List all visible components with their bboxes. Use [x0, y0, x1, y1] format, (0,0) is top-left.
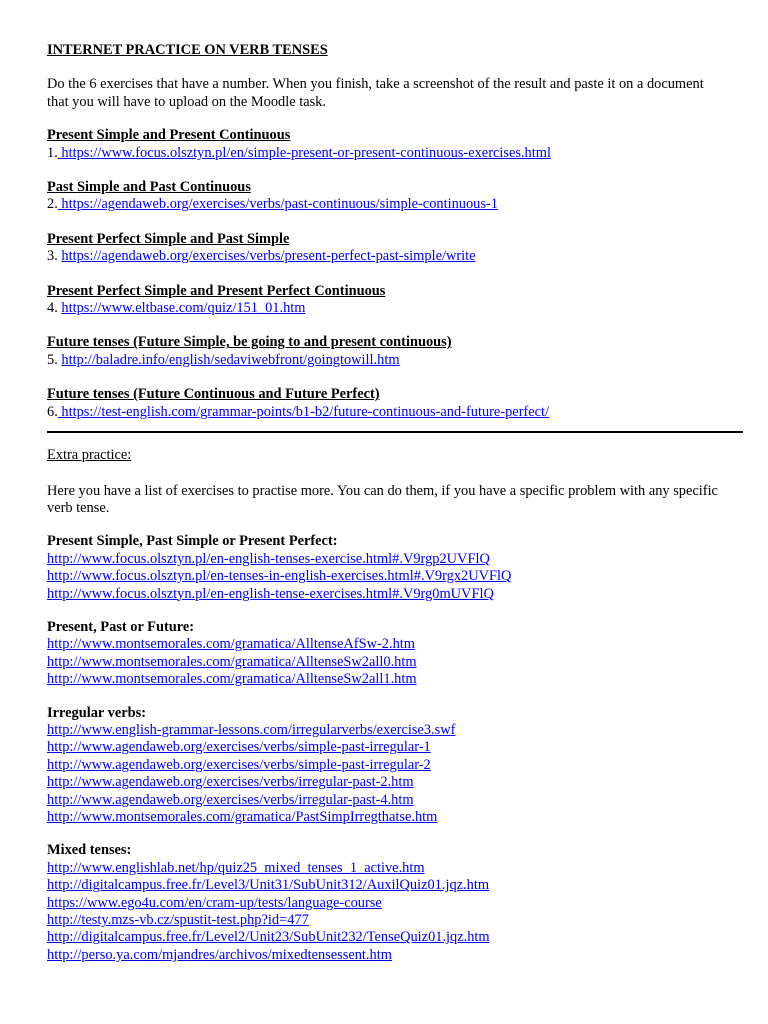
exercise-number: 5. [47, 351, 58, 368]
exercise-number: 6. [47, 403, 58, 420]
exercise-link-line [47, 300, 728, 317]
practice-link[interactable]: http://www.agendaweb.org/exercises/verbs/simple-past-irregular-2 [47, 756, 431, 773]
practice-link[interactable]: http://www.montsemorales.com/gramatica/PastSimpIrregthatse.htm [47, 809, 438, 825]
link-group-heading: Mixed tenses: [47, 842, 132, 859]
link-group-present-simple-past-simple-present-perfect [47, 533, 728, 603]
extra-practice-intro: Here you have a list of exercises to practise more. You can do them, if you have a specific problem with any specific verb tense. [47, 482, 718, 516]
exercise-heading: Future tenses (Future Continuous and Future Perfect) [47, 386, 380, 403]
practice-link[interactable]: http://www.focus.olsztyn.pl/en-english-tenses-exercise.html#.V9rgp2UVFlQ [47, 550, 490, 567]
practice-link[interactable]: http://digitalcampus.free.fr/Level3/Unit31/SubUnit312/AuxilQuiz01.jqz.htm [47, 877, 490, 894]
exercise-heading: Present Perfect Simple and Present Perfect Continuous [47, 282, 386, 299]
exercise-heading: Present Perfect Simple and Past Simple [47, 230, 290, 247]
exercise-link[interactable]: https://www.eltbase.com/quiz/151_01.htm [61, 300, 306, 317]
link-group-heading: Irregular verbs: [47, 704, 146, 721]
exercise-section-1 [47, 127, 728, 162]
extra-practice-heading: Extra practice: [47, 447, 132, 464]
link-group-heading: Present, Past or Future: [47, 618, 195, 635]
exercise-link-line [47, 145, 728, 162]
exercise-section-3 [47, 231, 728, 266]
exercise-section-6 [47, 386, 728, 421]
exercise-heading: Present Simple and Present Continuous [47, 127, 291, 144]
document-title: INTERNET PRACTICE ON VERB TENSES [47, 42, 328, 58]
practice-link[interactable]: http://www.agendaweb.org/exercises/verbs/irregular-past-4.htm [47, 791, 414, 808]
practice-link[interactable]: http://www.focus.olsztyn.pl/en-english-tense-exercises.html#.V9rg0mUVFlQ [47, 585, 494, 602]
link-group-present-past-future [47, 619, 728, 689]
exercise-link-line [47, 248, 728, 265]
exercise-link[interactable]: https://agendaweb.org/exercises/verbs/present-perfect-past-simple/write [61, 248, 476, 265]
exercise-section-2 [47, 179, 728, 214]
practice-link[interactable]: http://testy.mzs-vb.cz/spustit-test.php?id=477 [47, 912, 309, 929]
exercise-section-5 [47, 334, 728, 369]
practice-link[interactable]: http://www.montsemorales.com/gramatica/AlltenseSw2all1.htm [47, 671, 417, 688]
exercise-heading: Past Simple and Past Continuous [47, 179, 251, 196]
exercise-link-line [47, 196, 728, 213]
link-group-irregular-verbs [47, 705, 728, 827]
exercise-number: 1. [47, 144, 58, 161]
exercise-link[interactable]: https://www.focus.olsztyn.pl/en/simple-present-or-present-continuous-exercises.html [57, 144, 551, 161]
practice-link[interactable]: http://www.montsemorales.com/gramatica/AlltenseAfSw-2.htm [47, 636, 415, 653]
exercise-link[interactable]: http://baladre.info/english/sedaviwebfront/goingtowill.htm [61, 351, 400, 368]
practice-link[interactable]: http://www.english-grammar-lessons.com/irregularverbs/exercise3.swf [47, 721, 456, 738]
exercise-number: 4. [47, 300, 58, 317]
exercise-heading: Future tenses (Future Simple, be going to and present continuous) [47, 334, 452, 351]
exercise-link[interactable]: https://test-english.com/grammar-points/b1-b2/future-continuous-and-future-perfect/ [57, 403, 550, 420]
exercise-link-line [47, 352, 728, 369]
practice-link[interactable]: http://www.focus.olsztyn.pl/en-tenses-in-english-exercises.html#.V9rgx2UVFlQ [47, 568, 512, 585]
practice-link[interactable]: http://www.montsemorales.com/gramatica/AlltenseSw2all0.htm [47, 653, 417, 670]
practice-link[interactable]: http://www.agendaweb.org/exercises/verbs/simple-past-irregular-1 [47, 739, 431, 756]
section-divider [47, 431, 743, 433]
exercise-link[interactable]: https://agendaweb.org/exercises/verbs/past-continuous/simple-continuous-1 [57, 196, 498, 213]
exercise-number: 3. [47, 248, 58, 265]
practice-link[interactable]: https://www.ego4u.com/en/cram-up/tests/language-course [47, 894, 382, 911]
exercise-number: 2. [47, 196, 58, 213]
exercise-link-line [47, 404, 728, 421]
practice-link[interactable]: http://www.englishlab.net/hp/quiz25_mixed_tenses_1_active.htm [47, 859, 425, 876]
practice-link[interactable]: http://www.agendaweb.org/exercises/verbs/irregular-past-2.htm [47, 774, 414, 791]
exercise-section-4 [47, 283, 728, 318]
practice-link[interactable]: http://digitalcampus.free.fr/Level2/Unit23/SubUnit232/TenseQuiz01.jqz.htm [47, 929, 490, 946]
link-group-heading: Present Simple, Past Simple or Present Perfect: [47, 533, 338, 550]
instructions-paragraph: Do the 6 exercises that have a number. When you finish, take a screenshot of the result and paste it on a document that you will have to upload on the Moodle task. [47, 76, 704, 110]
link-group-mixed-tenses [47, 842, 728, 964]
practice-link[interactable]: http://perso.ya.com/mjandres/archivos/mixedtensessent.htm [47, 946, 392, 963]
